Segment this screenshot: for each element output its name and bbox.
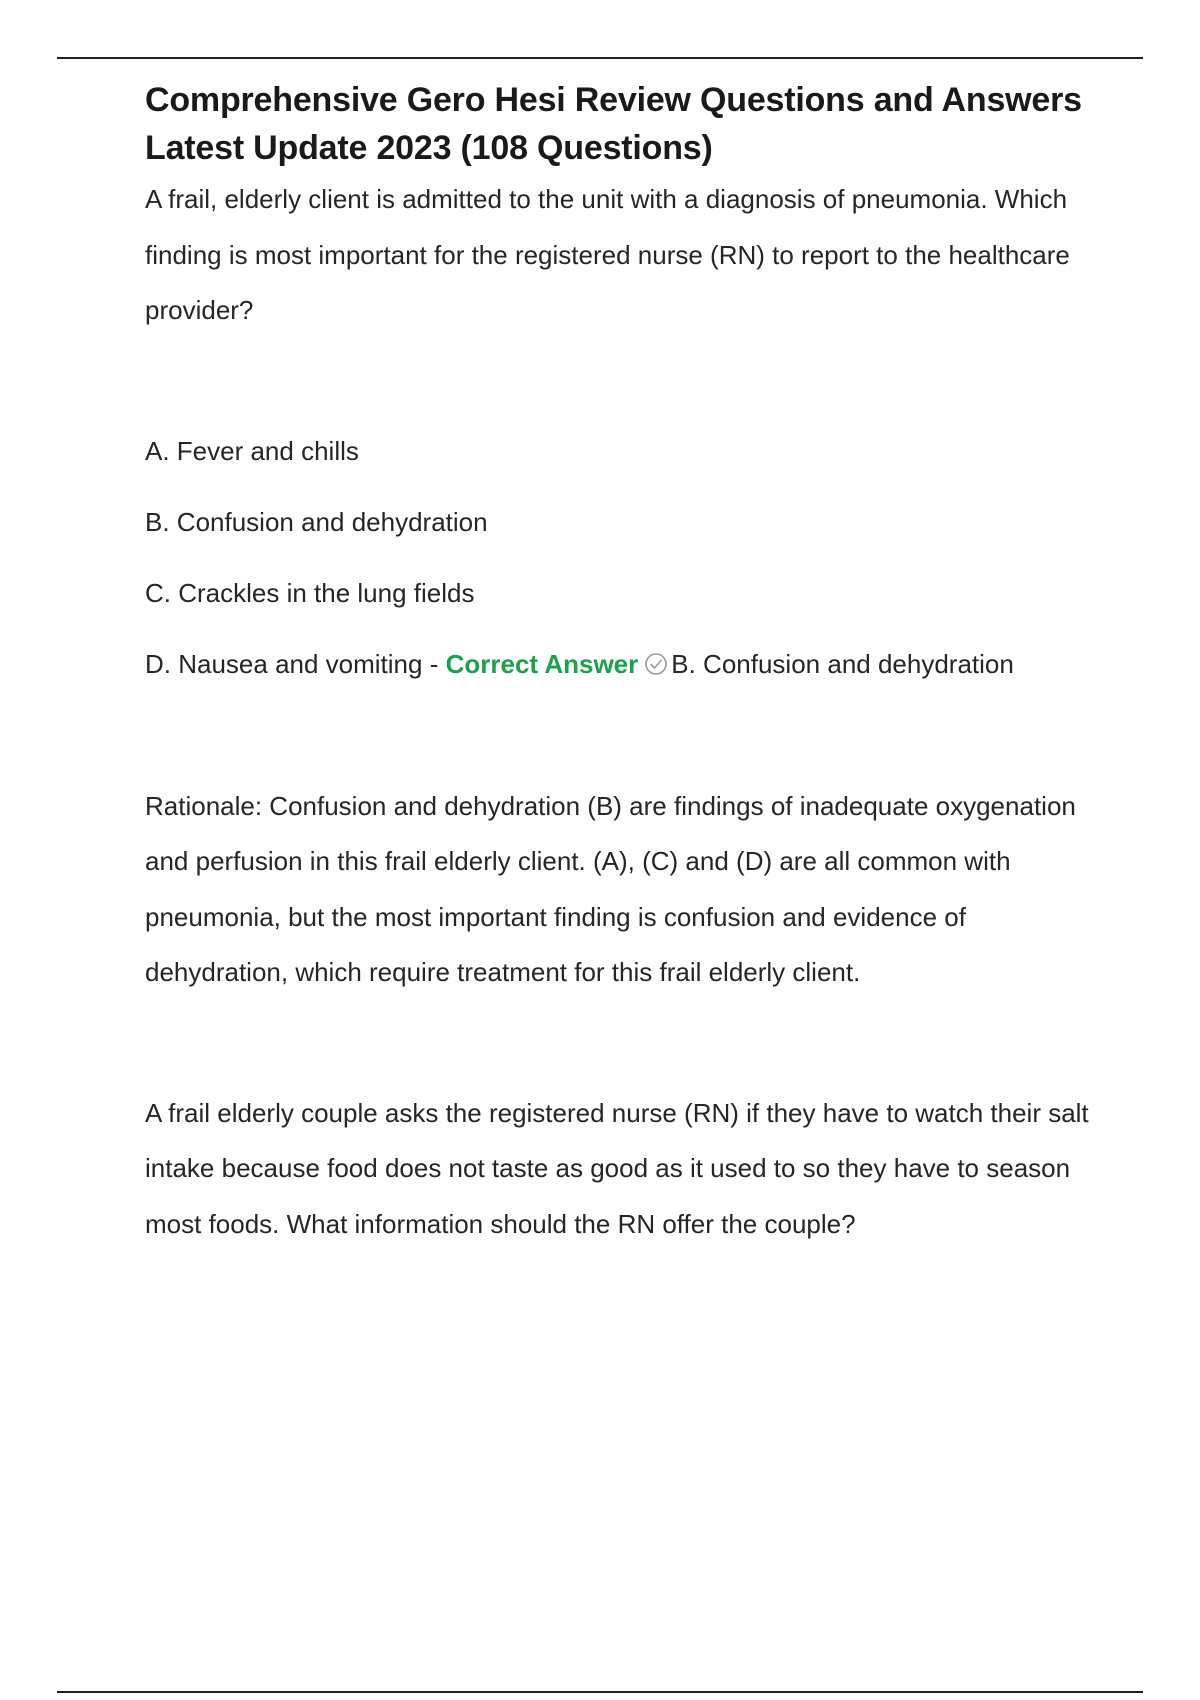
correct-answer-text: B. Confusion and dehydration <box>671 648 1014 679</box>
option-d: D. Nausea and vomiting - <box>145 648 439 679</box>
question-1-stem: A frail, elderly client is admitted to the unit with a diagnosis of pneumonia. Which finding is most important for the registered nurse (RN) to report to the healthcare provider? <box>145 184 1070 325</box>
option-d-with-answer <box>145 637 1105 692</box>
document-body <box>145 76 1105 1252</box>
bottom-divider <box>57 1691 1143 1693</box>
question-2-stem: A frail elderly couple asks the registered nurse (RN) if they have to watch their salt intake because food does not taste as good as it used to so they have to season most foods. What information should the RN offer the couple? <box>145 1097 1089 1239</box>
option-b: B. Confusion and dehydration <box>145 506 488 537</box>
question-1-options <box>145 424 1105 692</box>
option-a: A. Fever and chills <box>145 435 359 466</box>
document-title: Comprehensive Gero Hesi Review Questions and Answers Latest Update 2023 (108 Questions) <box>145 81 1082 167</box>
question-1-rationale: Rationale: Confusion and dehydration (B) are findings of inadequate oxygenation and perfusion in this frail elderly client. (A), (C) and (D) are all common with pneumonia, but the most important finding is confusion and evidence of dehydration, which require treatment for this frail elderly client. <box>145 790 1076 987</box>
top-divider <box>57 57 1143 59</box>
option-c: C. Crackles in the lung fields <box>145 577 475 608</box>
correct-answer-label: Correct Answer <box>445 648 639 679</box>
check-circle-icon <box>644 652 668 676</box>
